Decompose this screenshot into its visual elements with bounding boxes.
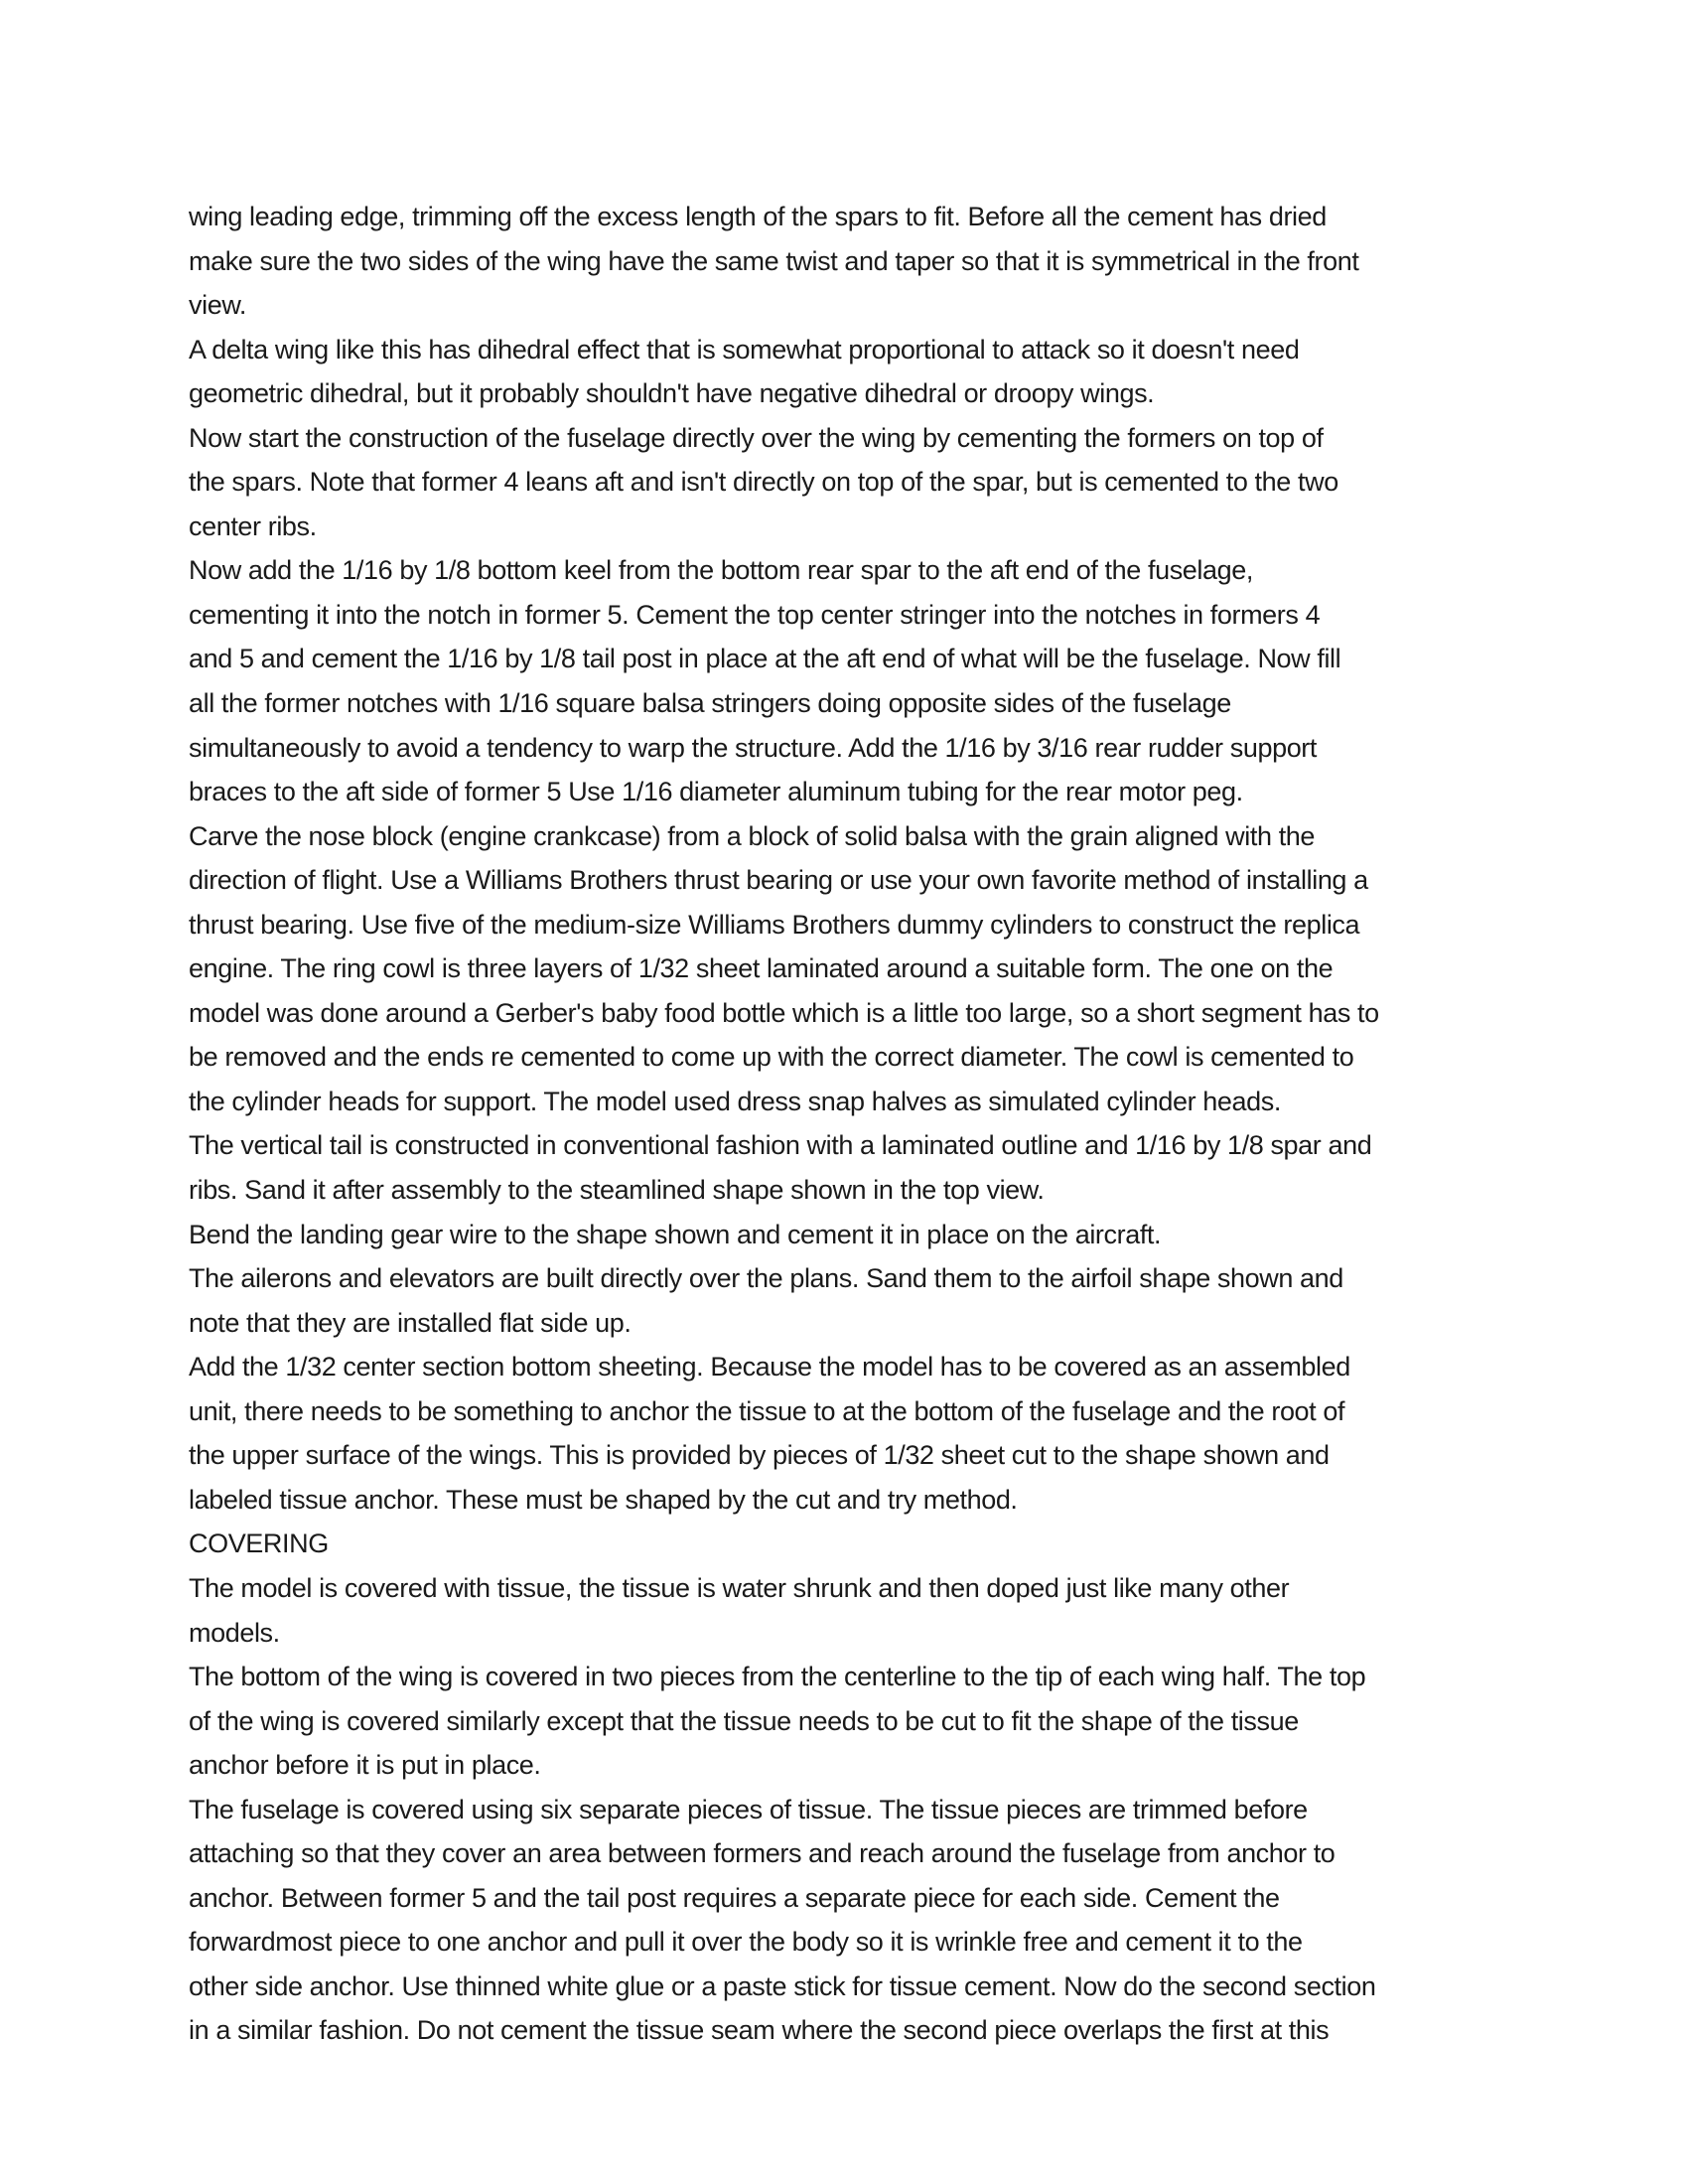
text-line: The fuselage is covered using six separate pieces of tissue. The tissue pieces are trimmed before	[189, 1794, 1308, 1824]
text-line: The ailerons and elevators are built directly over the plans. Sand them to the airfoil shape shown and	[189, 1263, 1343, 1294]
text-line: anchor before it is put in place.	[189, 1750, 541, 1781]
text-line: be removed and the ends re cemented to come up with the correct diameter. The cowl is cemented to	[189, 1042, 1354, 1073]
text-line: ribs. Sand it after assembly to the steamlined shape shown in the top view.	[189, 1175, 1045, 1206]
text-line: model was done around a Gerber's baby food bottle which is a little too large, so a short segment has to	[189, 997, 1379, 1028]
text-line: of the wing is covered similarly except that the tissue needs to be cut to fit the shape of the tissue	[189, 1705, 1299, 1736]
text-line: note that they are installed flat side up.	[189, 1307, 632, 1338]
text-line: direction of flight. Use a Williams Brothers thrust bearing or use your own favorite method of installing a	[189, 865, 1368, 896]
text-line: labeled tissue anchor. These must be shaped by the cut and try method.	[189, 1484, 1018, 1515]
text-line: all the former notches with 1/16 square balsa stringers doing opposite sides of the fuselage	[189, 688, 1231, 719]
text-line: and 5 and cement the 1/16 by 1/8 tail post in place at the aft end of what will be the fuselage. Now fill	[189, 644, 1341, 674]
text-line: make sure the two sides of the wing have the same twist and taper so that it is symmetrical in the front	[189, 245, 1359, 276]
text-line: braces to the aft side of former 5 Use 1/16 diameter aluminum tubing for the rear motor peg.	[189, 777, 1243, 807]
text-line: center ribs.	[189, 510, 317, 541]
text-line: attaching so that they cover an area between formers and reach around the fuselage from anchor to	[189, 1838, 1336, 1869]
text-line: the spars. Note that former 4 leans aft and isn't directly on top of the spar, but is cemented to the two	[189, 467, 1338, 498]
text-line: other side anchor. Use thinned white glue or a paste stick for tissue cement. Now do the second section	[189, 1970, 1376, 2001]
text-line: Add the 1/32 center section bottom sheeting. Because the model has to be covered as an assembled	[189, 1352, 1350, 1383]
text-line: unit, there needs to be something to anchor the tissue to at the bottom of the fuselage and the root of	[189, 1395, 1345, 1426]
text-line: forwardmost piece to one anchor and pull it over the body so it is wrinkle free and cement it to the	[189, 1927, 1303, 1958]
text-line: anchor. Between former 5 and the tail post requires a separate piece for each side. Cement the	[189, 1882, 1280, 1913]
text-line: Bend the landing gear wire to the shape shown and cement it in place on the aircraft.	[189, 1219, 1162, 1249]
text-line: The bottom of the wing is covered in two pieces from the centerline to the tip of each wing half. The top	[189, 1662, 1366, 1692]
text-line: simultaneously to avoid a tendency to warp the structure. Add the 1/16 by 3/16 rear rudder support	[189, 732, 1317, 763]
text-line: geometric dihedral, but it probably shouldn't have negative dihedral or droopy wings.	[189, 378, 1155, 409]
document-text-block	[189, 195, 1519, 2053]
text-line: the upper surface of the wings. This is provided by pieces of 1/32 sheet cut to the shape shown and	[189, 1440, 1330, 1471]
text-line: engine. The ring cowl is three layers of 1/32 sheet laminated around a suitable form. The one on the	[189, 953, 1334, 984]
text-line: wing leading edge, trimming off the excess length of the spars to fit. Before all the cement has dried	[189, 202, 1327, 231]
text-line: cementing it into the notch in former 5. Cement the top center stringer into the notches in formers 4	[189, 599, 1321, 630]
text-line: in a similar fashion. Do not cement the tissue seam where the second piece overlaps the first at this	[189, 2015, 1330, 2046]
section-heading: COVERING	[189, 1529, 329, 1559]
text-line: The vertical tail is constructed in conventional fashion with a laminated outline and 1/16 by 1/8 spar and	[189, 1130, 1372, 1161]
text-line: Now add the 1/16 by 1/8 bottom keel from the bottom rear spar to the aft end of the fuselage,	[189, 555, 1253, 586]
text-line: Carve the nose block (engine crankcase) from a block of solid balsa with the grain aligned with the	[189, 820, 1316, 851]
text-line: models.	[189, 1617, 280, 1648]
text-line: the cylinder heads for support. The model used dress snap halves as simulated cylinder heads.	[189, 1086, 1281, 1116]
text-line: Now start the construction of the fuselage directly over the wing by cementing the formers on top of	[189, 422, 1324, 453]
text-line: The model is covered with tissue, the tissue is water shrunk and then doped just like many other	[189, 1572, 1290, 1603]
text-line: thrust bearing. Use five of the medium-size Williams Brothers dummy cylinders to construct the replica	[189, 909, 1360, 940]
text-line: A delta wing like this has dihedral effect that is somewhat proportional to attack so it doesn't need	[189, 334, 1300, 364]
text-line: view.	[189, 290, 247, 321]
